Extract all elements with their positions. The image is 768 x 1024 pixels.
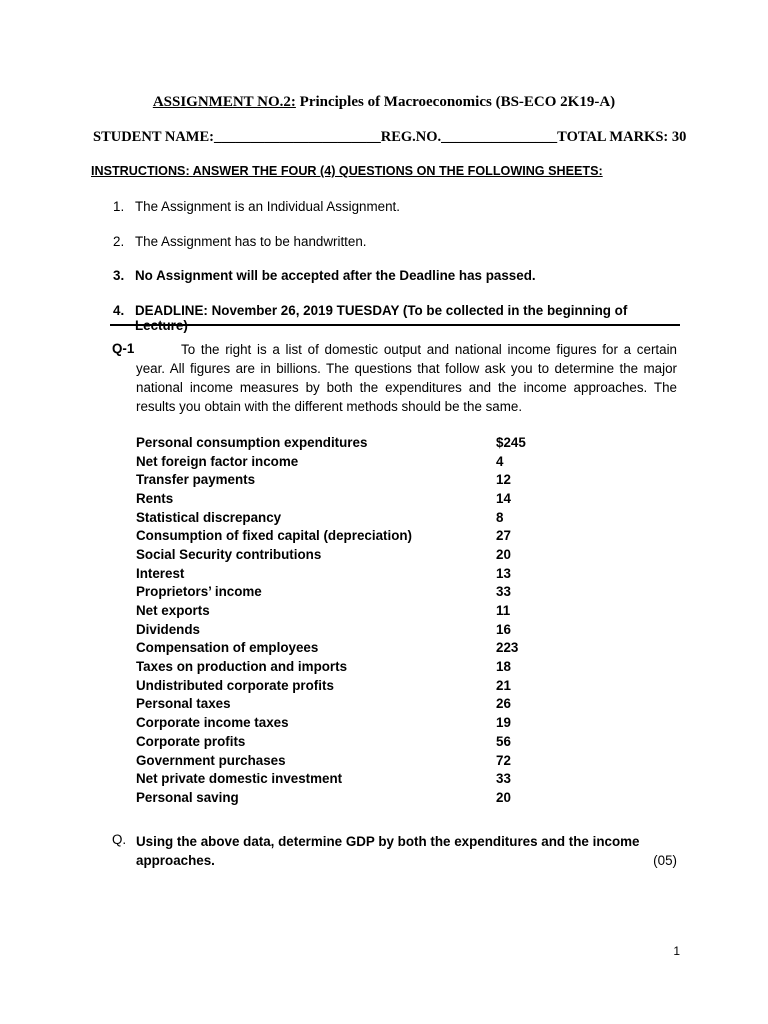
table-row [136, 545, 556, 564]
row-label: Rents [136, 490, 174, 506]
row-label: Corporate income taxes [136, 715, 289, 731]
table-row [136, 433, 556, 452]
row-value: 21 [496, 677, 511, 693]
table-row [136, 489, 556, 508]
page-number: 1 [673, 944, 680, 958]
row-value: 18 [496, 659, 511, 675]
row-label: Net private domestic investment [136, 771, 343, 787]
row-value: 13 [496, 565, 511, 581]
instruction-list [113, 199, 683, 337]
row-label: Social Security contributions [136, 546, 322, 562]
question-2-text [136, 832, 677, 870]
row-label: Personal saving [136, 789, 239, 805]
row-label: Net exports [136, 603, 210, 619]
table-row [136, 620, 556, 639]
row-label: Government purchases [136, 752, 286, 768]
question-2-label: Q. [112, 832, 127, 847]
row-label: Compensation of employees [136, 640, 319, 656]
row-label: Consumption of fixed capital (depreciation) [136, 528, 413, 544]
row-label: Personal taxes [136, 696, 231, 712]
row-value: $245 [496, 434, 526, 450]
question-1-text: To the right is a list of domestic output and national income figures for a certain year. All figures are in billions. The questions that follow ask you to determine the major national income measures by both the expenditures and the income approaches. The results you obtain with the different methods should be the same. [136, 342, 677, 414]
row-value: 223 [496, 640, 519, 656]
instruction-item [113, 199, 683, 234]
table-row [136, 732, 556, 751]
instruction-item [113, 303, 683, 338]
instruction-number: 2. [113, 233, 125, 249]
row-value: 72 [496, 752, 511, 768]
row-value: 12 [496, 472, 511, 488]
table-row [136, 452, 556, 471]
table-row [136, 788, 556, 807]
instruction-number: 1. [113, 199, 125, 214]
table-row [136, 657, 556, 676]
divider [110, 324, 680, 326]
student-info-line: STUDENT NAME:_______________________REG.NO.________________TOTAL MARKS: 30 [93, 129, 687, 145]
question-1-label: Q-1 [112, 341, 135, 356]
row-label: Proprietors’ income [136, 584, 262, 600]
row-label: Taxes on production and imports [136, 659, 348, 675]
instruction-text: The Assignment has to be handwritten. [135, 233, 367, 249]
row-value: 26 [496, 696, 511, 712]
row-label: Statistical discrepancy [136, 509, 282, 525]
table-row [136, 751, 556, 770]
table-row [136, 601, 556, 620]
instruction-text: The Assignment is an Individual Assignment. [135, 199, 400, 214]
table-row [136, 676, 556, 695]
table-row [136, 508, 556, 527]
question-2-marks: (05) [653, 853, 677, 868]
row-value: 33 [496, 584, 511, 600]
instruction-number: 4. [113, 302, 125, 318]
row-value: 33 [496, 771, 511, 787]
instruction-text: No Assignment will be accepted after the Deadline has passed. [135, 268, 536, 283]
row-value: 16 [496, 621, 511, 637]
title-assignment-number: ASSIGNMENT NO.2: [152, 94, 296, 110]
row-value: 56 [496, 733, 511, 749]
row-label: Net foreign factor income [136, 453, 299, 469]
table-row [136, 526, 556, 545]
row-label: Corporate profits [136, 733, 246, 749]
table-row [136, 769, 556, 788]
row-value: 11 [496, 603, 511, 619]
title-course: Principles of Macroeconomics (BS-ECO 2K19-A) [295, 94, 616, 110]
row-value: 8 [496, 509, 504, 525]
instruction-text: DEADLINE: November 26, 2019 TUESDAY (To be collected in the beginning of Lecture) [134, 302, 628, 333]
table-row [136, 564, 556, 583]
table-row [136, 470, 556, 489]
instructions-heading: INSTRUCTIONS: ANSWER THE FOUR (4) QUESTIONS ON THE FOLLOWING SHEETS: [91, 164, 603, 178]
instruction-number: 3. [113, 268, 125, 283]
page-title [0, 94, 768, 111]
row-label: Undistributed corporate profits [136, 677, 334, 693]
row-value: 27 [496, 528, 511, 544]
table-row [136, 695, 556, 714]
row-label: Interest [136, 565, 185, 581]
instruction-item [113, 234, 683, 269]
row-value: 20 [496, 546, 511, 562]
row-label: Transfer payments [136, 472, 256, 488]
row-value: 19 [496, 715, 511, 731]
table-row [136, 583, 556, 602]
question-2-line-2: approaches. [136, 853, 215, 868]
row-label: Personal consumption expenditures [136, 434, 368, 450]
row-value: 4 [496, 453, 504, 469]
income-data-table [136, 433, 556, 807]
instruction-item [113, 268, 683, 303]
table-row [136, 713, 556, 732]
row-value: 20 [496, 789, 511, 805]
table-row [136, 639, 556, 658]
row-label: Dividends [136, 621, 200, 637]
question-2-line-1: Using the above data, determine GDP by both the expenditures and the income [136, 834, 640, 849]
row-value: 14 [496, 490, 511, 506]
